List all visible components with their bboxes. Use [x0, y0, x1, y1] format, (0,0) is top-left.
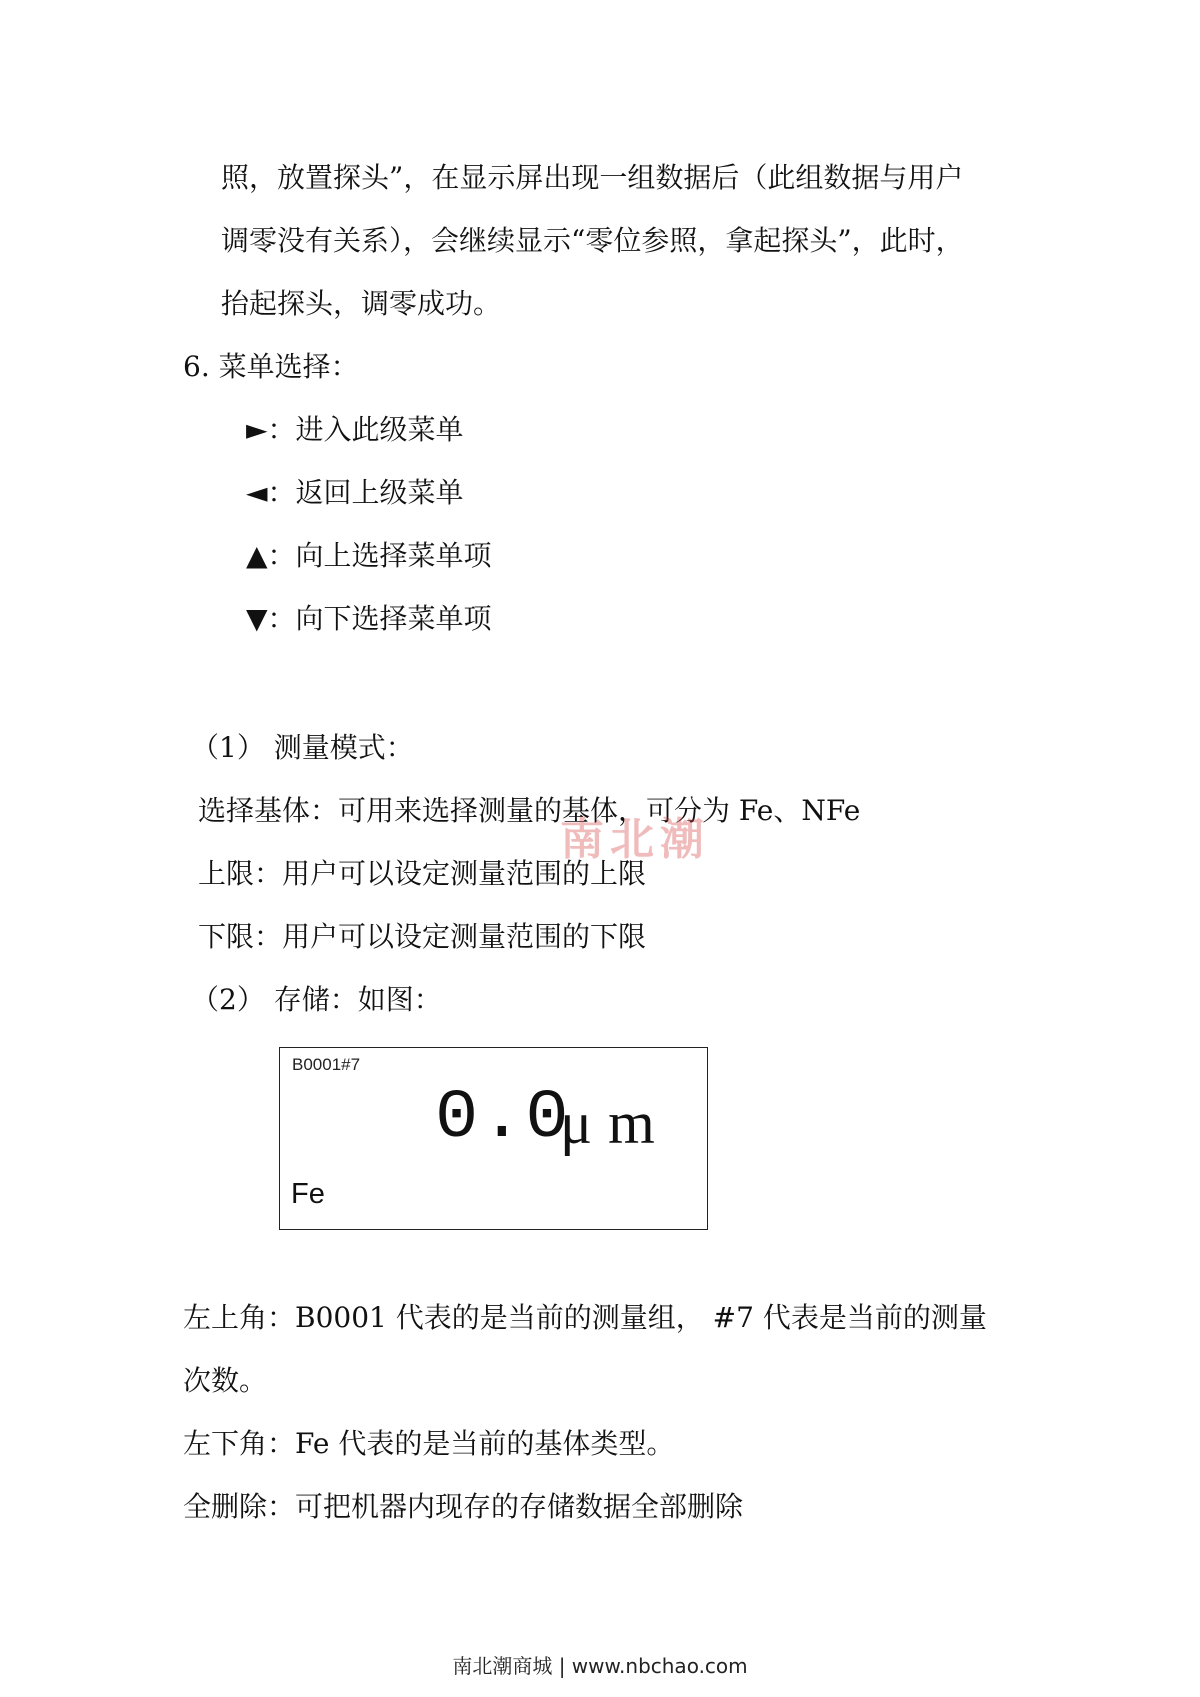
menu-item-down: ▼：向下选择菜单项 — [246, 602, 492, 635]
display-value: 0.0 — [435, 1079, 571, 1157]
explanation-bottom-left: 左下角：Fe 代表的是当前的基体类型。 — [183, 1427, 675, 1460]
explanation-top-left: 左上角：B0001 代表的是当前的测量组， #7 代表是当前的测量 — [183, 1301, 987, 1334]
menu-item-back: ◄：返回上级菜单 — [246, 476, 464, 509]
measure-mode-line-lower: 下限：用户可以设定测量范围的下限 — [198, 920, 647, 953]
menu-item-enter: ►：进入此级菜单 — [246, 413, 464, 446]
display-base-type: Fe — [291, 1178, 325, 1210]
menu-item-up: ▲：向上选择菜单项 — [246, 539, 492, 572]
display-unit: μm — [560, 1090, 671, 1156]
intro-line-2: 调零没有关系），会继续显示“零位参照，拿起探头”，此时， — [221, 224, 964, 257]
display-group-count: B0001#7 — [292, 1055, 361, 1074]
explanation-top-left-cont: 次数。 — [183, 1364, 268, 1397]
measure-mode-line-upper: 上限：用户可以设定测量范围的上限 — [198, 857, 647, 890]
lcd-display-illustration — [279, 1047, 708, 1230]
page-footer: 南北潮商城 | www.nbchao.com — [452, 1654, 748, 1678]
explanation-delete-all: 全删除：可把机器内现存的存储数据全部删除 — [183, 1490, 744, 1523]
intro-line-3: 抬起探头，调零成功。 — [221, 287, 502, 320]
measure-mode-line-base: 选择基体：可用来选择测量的基体，可分为 Fe、NFe — [198, 794, 861, 827]
watermark-logo: 南北潮 — [560, 814, 710, 865]
storage-heading: （2） 存储：如图： — [191, 983, 442, 1016]
measure-mode-heading: （1） 测量模式： — [191, 731, 414, 764]
intro-line-1: 照，放置探头”，在显示屏出现一组数据后（此组数据与用户 — [221, 161, 964, 194]
menu-section-heading: 6. 菜单选择： — [183, 350, 359, 383]
